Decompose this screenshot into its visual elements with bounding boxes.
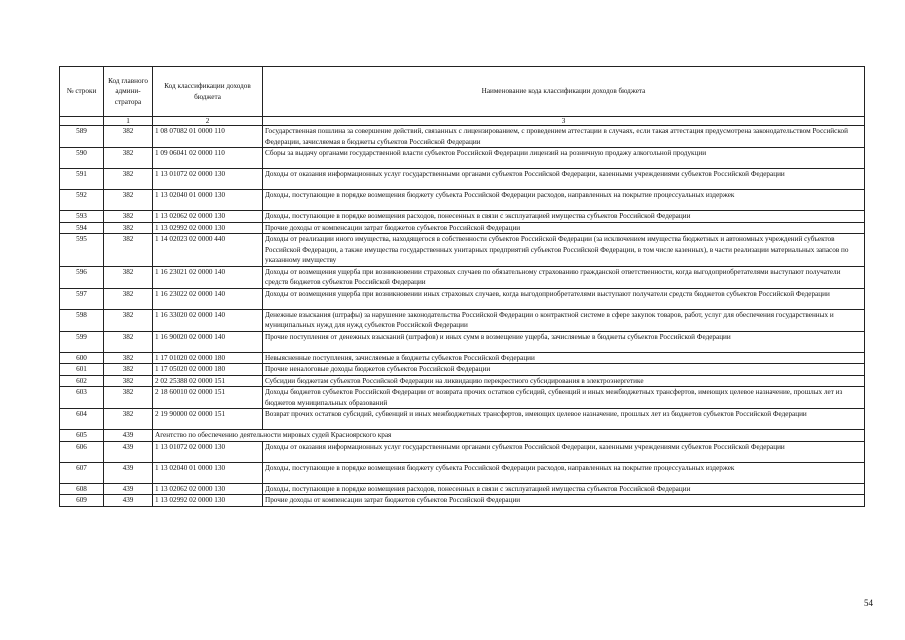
row-number-cell: 600 <box>60 352 104 364</box>
classification-name-cell: Прочие доходы от компенсации затрат бюджетов субъектов Российской Федерации <box>263 222 865 234</box>
classification-code-cell: 2 18 60010 02 0000 151 <box>153 387 263 409</box>
classification-code-cell: 1 13 02040 01 0000 130 <box>153 462 263 483</box>
table-row <box>60 126 865 148</box>
row-number-cell: 596 <box>60 266 104 288</box>
classification-name-cell: Денежные взыскания (штрафы) за нарушение законодательства Российской Федерации о контрактной системе в сфере закупок товаров, работ, услуг для обеспечения государственных и муниципальных нужд для нужд субъектов Российской Федерации <box>263 309 865 331</box>
administrator-name-cell: Агентство по обеспечению деятельности мировых судей Красноярского края <box>153 430 865 442</box>
admin-code-cell: 439 <box>104 462 153 483</box>
table-row <box>60 309 865 331</box>
table-row <box>60 190 865 211</box>
classification-name-cell: Доходы, поступающие в порядке возмещения расходов, понесенных в связи с эксплуатацией имущества субъектов Российской Федерации <box>263 211 865 223</box>
table-row <box>60 462 865 483</box>
classification-name-cell: Прочие неналоговые доходы бюджетов субъектов Российской Федерации <box>263 364 865 376</box>
table-row <box>60 387 865 409</box>
row-number-cell: 597 <box>60 288 104 309</box>
row-number-cell: 607 <box>60 462 104 483</box>
table-row <box>60 148 865 169</box>
classification-name-cell: Доходы, поступающие в порядке возмещения бюджету субъекта Российской Федерации расходов, направленных на покрытие процессуальных издержек <box>263 462 865 483</box>
classification-name-cell: Невыясненные поступления, зачисляемые в бюджеты субъектов Российской Федерации <box>263 352 865 364</box>
admin-code-cell: 382 <box>104 234 153 267</box>
table-row <box>60 288 865 309</box>
row-number-cell: 589 <box>60 126 104 148</box>
row-number-cell: 590 <box>60 148 104 169</box>
header-classification-code: Код классификации доходов бюджета <box>153 67 263 117</box>
row-number-cell: 594 <box>60 222 104 234</box>
admin-code-cell: 382 <box>104 352 153 364</box>
row-number-cell: 608 <box>60 483 104 495</box>
classification-code-cell: 1 13 02062 02 0000 130 <box>153 211 263 223</box>
admin-code-cell: 382 <box>104 126 153 148</box>
row-number-cell: 599 <box>60 331 104 352</box>
column-number <box>60 117 104 126</box>
row-number-cell: 609 <box>60 495 104 507</box>
classification-code-cell: 1 16 90020 02 0000 140 <box>153 331 263 352</box>
classification-name-cell: Доходы от реализации иного имущества, находящегося в собственности субъектов Российской Федерации (за исключением имущества бюджетных и автономных учреждений субъектов Российской Федерации, а также имущества государственных унитарных предприятий субъектов Российской Федерации, в том числе казенных), в части реализации материальных запасов по указанному имуществу <box>263 234 865 267</box>
table-row <box>60 331 865 352</box>
row-number-cell: 598 <box>60 309 104 331</box>
admin-code-cell: 382 <box>104 148 153 169</box>
admin-code-cell: 382 <box>104 331 153 352</box>
row-number-cell: 604 <box>60 409 104 430</box>
admin-code-cell: 382 <box>104 169 153 190</box>
admin-code-cell: 382 <box>104 222 153 234</box>
classification-name-cell: Сборы за выдачу органами государственной власти субъектов Российской Федерации лицензий на розничную продажу алкогольной продукции <box>263 148 865 169</box>
table-row <box>60 169 865 190</box>
classification-name-cell: Доходы от оказания информационных услуг государственными органами субъектов Российской Федерации, казенными учреждениями субъектов Российской Федерации <box>263 169 865 190</box>
classification-code-cell: 1 17 05020 02 0000 180 <box>153 364 263 376</box>
classification-name-cell: Возврат прочих остатков субсидий, субвенций и иных межбюджетных трансфертов, имеющих целевое назначение, прошлых лет из бюджетов субъектов Российской Федерации <box>263 409 865 430</box>
classification-code-cell: 1 13 02062 02 0000 130 <box>153 483 263 495</box>
admin-code-cell: 382 <box>104 387 153 409</box>
admin-code-cell: 382 <box>104 364 153 376</box>
classification-name-cell: Доходы, поступающие в порядке возмещения расходов, понесенных в связи с эксплуатацией имущества субъектов Российской Федерации <box>263 483 865 495</box>
admin-code-cell: 382 <box>104 266 153 288</box>
admin-code-cell: 382 <box>104 211 153 223</box>
row-number-cell: 603 <box>60 387 104 409</box>
row-number-cell: 606 <box>60 441 104 462</box>
row-number-cell: 592 <box>60 190 104 211</box>
classification-code-cell: 1 14 02023 02 0000 440 <box>153 234 263 267</box>
classification-code-cell: 1 09 06041 02 0000 110 <box>153 148 263 169</box>
admin-code-cell: 439 <box>104 430 153 442</box>
table-row <box>60 352 865 364</box>
admin-code-cell: 382 <box>104 375 153 387</box>
classification-code-cell: 1 13 02040 01 0000 130 <box>153 190 263 211</box>
admin-code-cell: 439 <box>104 483 153 495</box>
table-row <box>60 495 865 507</box>
row-number-cell: 591 <box>60 169 104 190</box>
classification-code-cell: 1 13 01072 02 0000 130 <box>153 169 263 190</box>
admin-code-cell: 382 <box>104 309 153 331</box>
classification-code-cell: 1 08 07082 01 0000 110 <box>153 126 263 148</box>
table-row <box>60 364 865 376</box>
header-row-number: № строки <box>60 67 104 117</box>
row-number-cell: 595 <box>60 234 104 267</box>
row-number-cell: 593 <box>60 211 104 223</box>
classification-code-cell: 2 02 25388 02 0000 151 <box>153 375 263 387</box>
table-row <box>60 441 865 462</box>
column-number: 2 <box>153 117 263 126</box>
classification-name-cell: Доходы, поступающие в порядке возмещения бюджету субъекта Российской Федерации расходов, направленных на покрытие процессуальных издержек <box>263 190 865 211</box>
classification-code-cell: 1 13 01072 02 0000 130 <box>153 441 263 462</box>
classification-name-cell: Прочие доходы от компенсации затрат бюджетов субъектов Российской Федерации <box>263 495 865 507</box>
table-row <box>60 222 865 234</box>
classification-code-cell: 2 19 90000 02 0000 151 <box>153 409 263 430</box>
page-number: 54 <box>864 598 873 608</box>
header-admin-code: Код главного админи-стратора <box>104 67 153 117</box>
classification-name-cell: Доходы от возмещения ущерба при возникновении иных страховых случаев, когда выгодоприобретателями выступают получатели средств бюджетов субъектов Российской Федерации <box>263 288 865 309</box>
classification-name-cell: Доходы от возмещения ущерба при возникновении страховых случаев по обязательному страхованию гражданской ответственности, когда выгодоприобретателями выступают получатели средств бюджетов субъектов Российской Федерации <box>263 266 865 288</box>
table-row <box>60 211 865 223</box>
row-number-cell: 601 <box>60 364 104 376</box>
classification-name-cell: Прочие поступления от денежных взысканий (штрафов) и иных сумм в возмещение ущерба, зачисляемые в бюджеты субъектов Российской Федерации <box>263 331 865 352</box>
classification-code-cell: 1 16 33020 02 0000 140 <box>153 309 263 331</box>
column-number-row <box>60 117 865 126</box>
table-body <box>60 126 865 507</box>
classification-code-cell: 1 13 02992 02 0000 130 <box>153 222 263 234</box>
classification-name-cell: Субсидии бюджетам субъектов Российской Федерации на ликвидацию перекрестного субсидирования в электроэнергетике <box>263 375 865 387</box>
table-row <box>60 234 865 267</box>
row-number-cell: 605 <box>60 430 104 442</box>
table-row <box>60 375 865 387</box>
table-row <box>60 409 865 430</box>
admin-code-cell: 382 <box>104 190 153 211</box>
classification-name-cell: Доходы от оказания информационных услуг государственными органами субъектов Российской Федерации, казенными учреждениями субъектов Российской Федерации <box>263 441 865 462</box>
classification-code-cell: 1 13 02992 02 0000 130 <box>153 495 263 507</box>
classification-name-cell: Доходы бюджетов субъектов Российской Федерации от возврата прочих остатков субсидий, субвенций и иных межбюджетных трансфертов, имеющих целевое назначение, прошлых лет из бюджетов муниципальных образований <box>263 387 865 409</box>
classification-code-cell: 1 16 23021 02 0000 140 <box>153 266 263 288</box>
classification-code-cell: 1 16 23022 02 0000 140 <box>153 288 263 309</box>
row-number-cell: 602 <box>60 375 104 387</box>
column-number: 1 <box>104 117 153 126</box>
classification-name-cell: Государственная пошлина за совершение действий, связанных с лицензированием, с проведением аттестации в случаях, если такая аттестация предусмотрена законодательством Российской Федерации, зачисляемая в бюджеты субъектов Российской Федерации <box>263 126 865 148</box>
table-row <box>60 430 865 442</box>
table-row <box>60 266 865 288</box>
income-classification-table <box>59 66 865 507</box>
admin-code-cell: 382 <box>104 288 153 309</box>
column-number: 3 <box>263 117 865 126</box>
classification-code-cell: 1 17 01020 02 0000 180 <box>153 352 263 364</box>
table-row <box>60 483 865 495</box>
table-header-row <box>60 67 865 117</box>
admin-code-cell: 439 <box>104 495 153 507</box>
admin-code-cell: 382 <box>104 409 153 430</box>
header-classification-name: Наименование кода классификации доходов бюджета <box>263 67 865 117</box>
admin-code-cell: 439 <box>104 441 153 462</box>
